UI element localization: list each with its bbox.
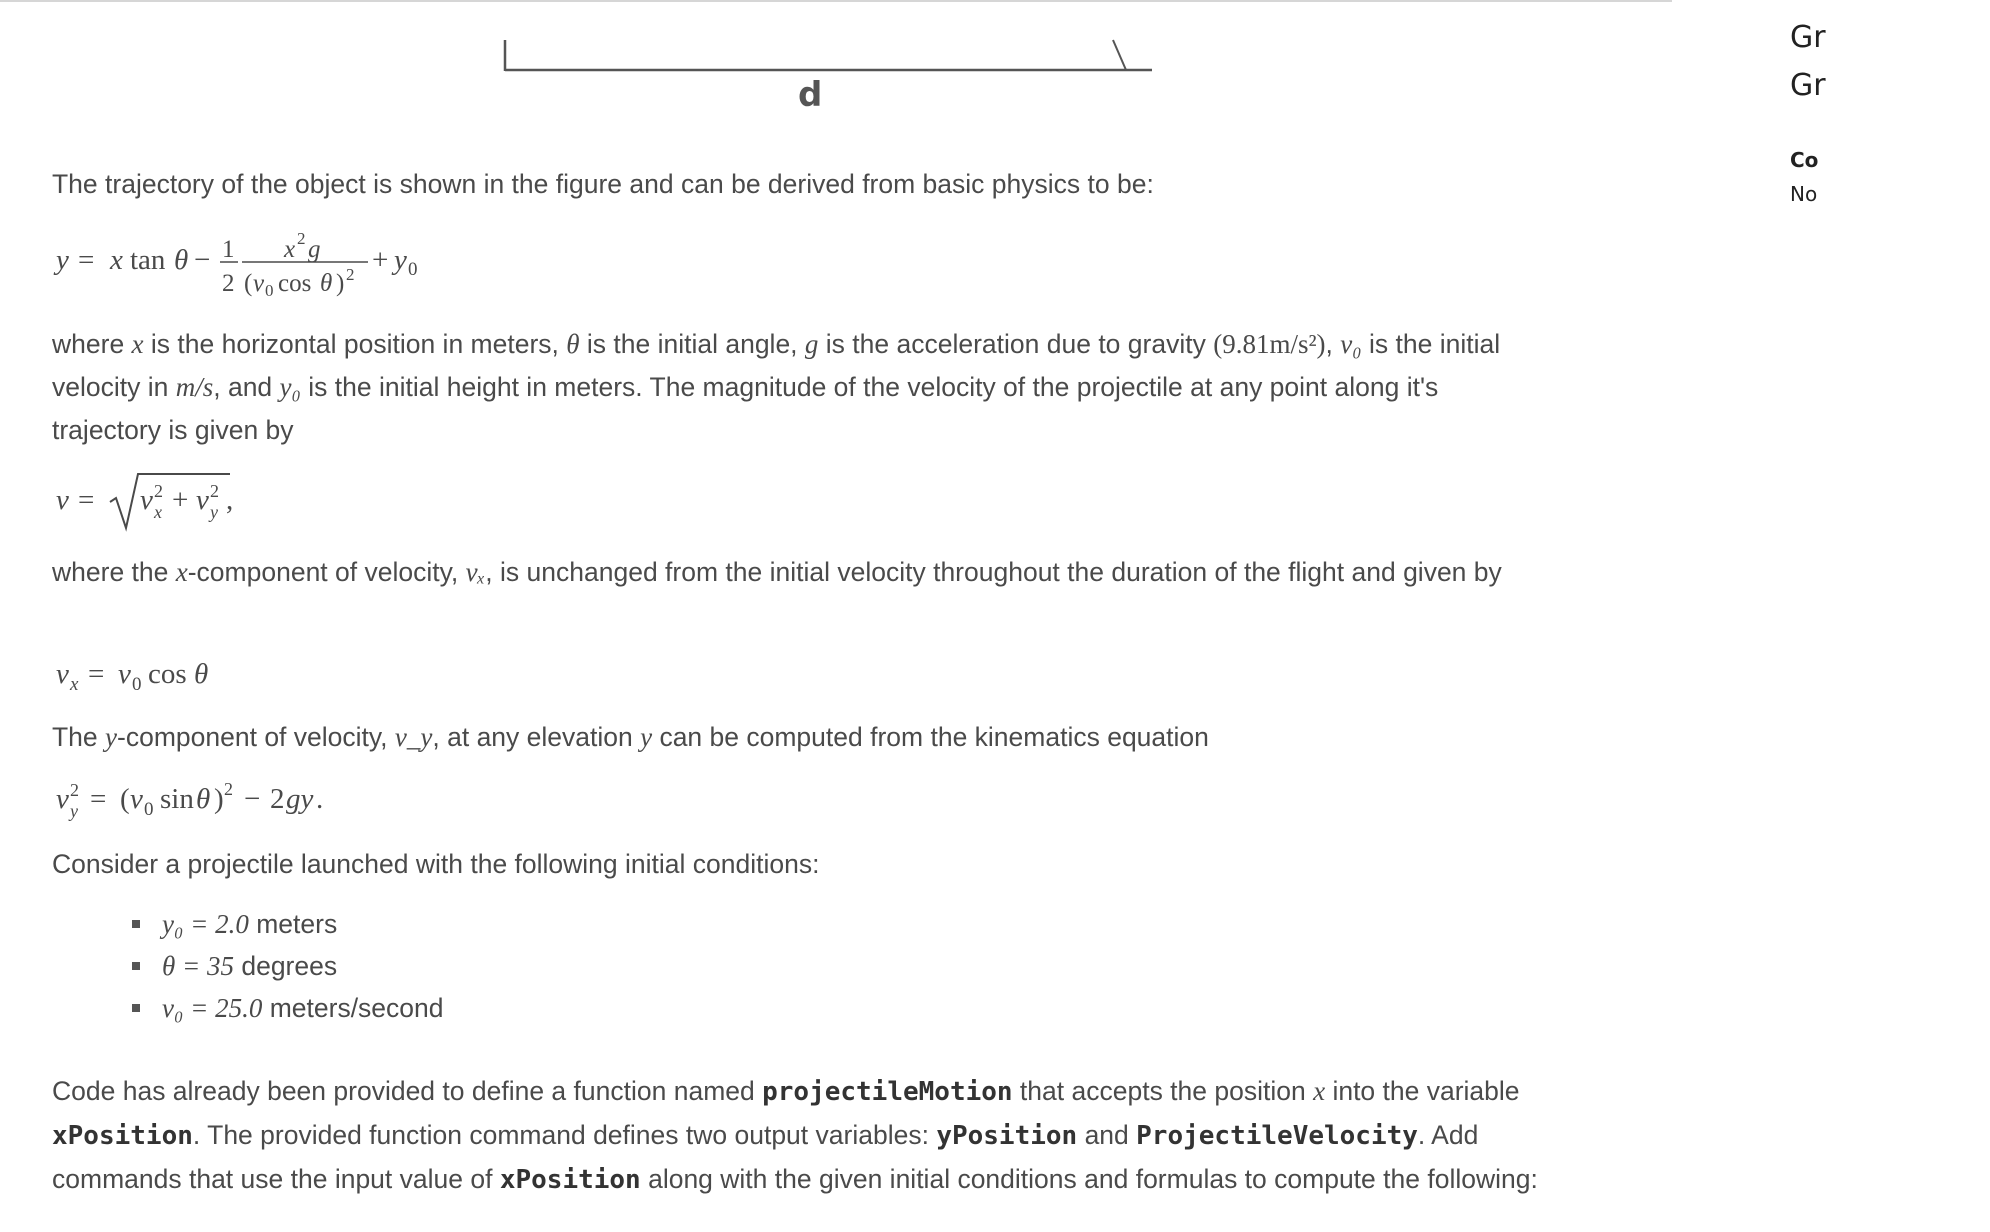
svg-text:2: 2 bbox=[270, 783, 285, 815]
math-y0: y₀ bbox=[279, 372, 301, 402]
svg-text:): ) bbox=[336, 270, 345, 297]
svg-text:v: v bbox=[56, 658, 69, 690]
var-xposition-2: xPosition bbox=[499, 1165, 641, 1195]
vy-squared-equation bbox=[56, 774, 376, 824]
svg-text:x: x bbox=[154, 502, 162, 522]
svg-text:2: 2 bbox=[222, 270, 235, 297]
math-elevation-y: y bbox=[640, 722, 653, 752]
code-instructions-paragraph: Code has already been provided to define a function named projectileMotion that accepts the position x into the variable xPosition. The provided function command defines two output variables: yPosition and ProjectileVelocity. Add commands that use the input value of xPosition along with the given initial conditions and formulas to compute the following: bbox=[52, 1076, 1538, 1195]
math-vx: vₓ bbox=[465, 557, 486, 587]
svg-text:y: y bbox=[70, 801, 78, 821]
svg-text:=: = bbox=[78, 484, 95, 516]
math-g: g bbox=[804, 329, 819, 359]
svg-text:): ) bbox=[214, 783, 224, 815]
svg-text:2: 2 bbox=[154, 481, 163, 501]
math-x: x bbox=[131, 329, 144, 359]
svg-text:y: y bbox=[210, 502, 218, 522]
svg-text:=: = bbox=[88, 658, 105, 690]
svg-text:0: 0 bbox=[144, 799, 154, 820]
math-position-x: x bbox=[1313, 1076, 1326, 1106]
svg-text:x: x bbox=[110, 244, 123, 276]
var-yposition: yPosition bbox=[936, 1121, 1078, 1151]
top-divider bbox=[0, 0, 1672, 2]
svg-text:(: ( bbox=[120, 783, 130, 815]
list-item: v₀ = 25.0 meters/second bbox=[132, 987, 444, 1029]
figure-label-d: d bbox=[798, 75, 823, 115]
svg-text:.: . bbox=[316, 783, 324, 815]
svg-text:v: v bbox=[130, 783, 143, 815]
velocity-magnitude-equation bbox=[56, 466, 276, 536]
svg-text:v: v bbox=[56, 783, 69, 815]
svg-text:+: + bbox=[372, 244, 389, 276]
svg-text:2: 2 bbox=[224, 779, 233, 799]
sidebar-heading-1[interactable]: Gr bbox=[1790, 20, 1826, 55]
svg-text:gy: gy bbox=[286, 783, 314, 815]
trajectory-figure bbox=[490, 30, 1170, 120]
svg-text:2: 2 bbox=[346, 265, 355, 284]
svg-text:g: g bbox=[308, 236, 321, 263]
svg-text:2: 2 bbox=[297, 229, 306, 248]
svg-text:0: 0 bbox=[132, 674, 142, 695]
svg-text:1: 1 bbox=[222, 236, 235, 263]
svg-text:−: − bbox=[244, 783, 261, 815]
svg-text:0: 0 bbox=[265, 281, 274, 300]
x-component-paragraph: where the x-component of velocity, vₓ, is unchanged from the initial velocity throughout the duration of the flight and given by bbox=[52, 557, 1502, 587]
svg-text:y: y bbox=[394, 244, 407, 276]
svg-text:x: x bbox=[284, 236, 296, 263]
math-gravity-value: (9.81m/s²) bbox=[1213, 329, 1326, 359]
svg-text:tan: tan bbox=[130, 244, 166, 276]
math-x-var: x bbox=[175, 557, 188, 587]
svg-text:θ: θ bbox=[174, 244, 189, 276]
svg-text:+: + bbox=[172, 484, 189, 516]
svg-text:=: = bbox=[78, 244, 95, 276]
svg-text:2: 2 bbox=[210, 481, 219, 501]
svg-text:x: x bbox=[70, 674, 79, 695]
svg-text:cos: cos bbox=[278, 270, 312, 297]
svg-text:,: , bbox=[226, 484, 234, 516]
sidebar-label-2: No bbox=[1790, 182, 1818, 206]
initial-conditions-list bbox=[132, 903, 444, 1029]
sidebar-heading-2[interactable]: Gr bbox=[1790, 68, 1826, 103]
math-v0: v₀ bbox=[1340, 329, 1362, 359]
where-paragraph: where x is the horizontal position in meters, θ is the initial angle, g is the acceleration due to gravity (9.81m/s²), v₀ is the initial velocity in m/s, and y₀ is the initial height in meters. The magnitude of the velocity of the projectile at any point along it's trajectory is given by bbox=[52, 329, 1501, 445]
svg-text:θ: θ bbox=[320, 270, 333, 297]
svg-text:v: v bbox=[118, 658, 131, 690]
svg-text:v: v bbox=[56, 484, 69, 516]
vx-equation bbox=[56, 653, 276, 697]
var-xposition: xPosition bbox=[52, 1121, 193, 1151]
figure-trajectory-end bbox=[1113, 40, 1126, 70]
svg-text:0: 0 bbox=[408, 259, 418, 280]
svg-text:v: v bbox=[140, 484, 153, 516]
list-item: θ = 35 degrees bbox=[132, 945, 444, 987]
function-name: projectileMotion bbox=[762, 1077, 1013, 1107]
sidebar-label-1: Co bbox=[1790, 148, 1819, 172]
math-vy: v_y bbox=[394, 722, 433, 752]
var-projectile-velocity: ProjectileVelocity bbox=[1136, 1121, 1418, 1151]
svg-text:y: y bbox=[56, 244, 69, 276]
consider-paragraph: Consider a projectile launched with the following initial conditions: bbox=[52, 849, 820, 879]
svg-text:2: 2 bbox=[70, 780, 79, 800]
math-units: m/s bbox=[175, 372, 214, 402]
svg-text:cos: cos bbox=[148, 658, 187, 690]
svg-text:v: v bbox=[253, 270, 265, 297]
svg-text:sin: sin bbox=[160, 783, 194, 815]
svg-text:(: ( bbox=[244, 270, 253, 297]
trajectory-equation bbox=[56, 222, 456, 304]
svg-text:θ: θ bbox=[196, 783, 211, 815]
svg-text:θ: θ bbox=[194, 658, 209, 690]
svg-text:v: v bbox=[196, 484, 209, 516]
svg-text:=: = bbox=[90, 783, 107, 815]
math-y-var: y bbox=[105, 722, 118, 752]
math-theta: θ bbox=[566, 329, 580, 359]
intro-paragraph: The trajectory of the object is shown in the figure and can be derived from basic physics to be: bbox=[52, 169, 1154, 199]
svg-text:−: − bbox=[194, 244, 211, 276]
list-item: y₀ = 2.0 meters bbox=[132, 903, 444, 945]
y-component-paragraph: The y-component of velocity, v_y, at any elevation y can be computed from the kinematics equation bbox=[52, 722, 1209, 752]
